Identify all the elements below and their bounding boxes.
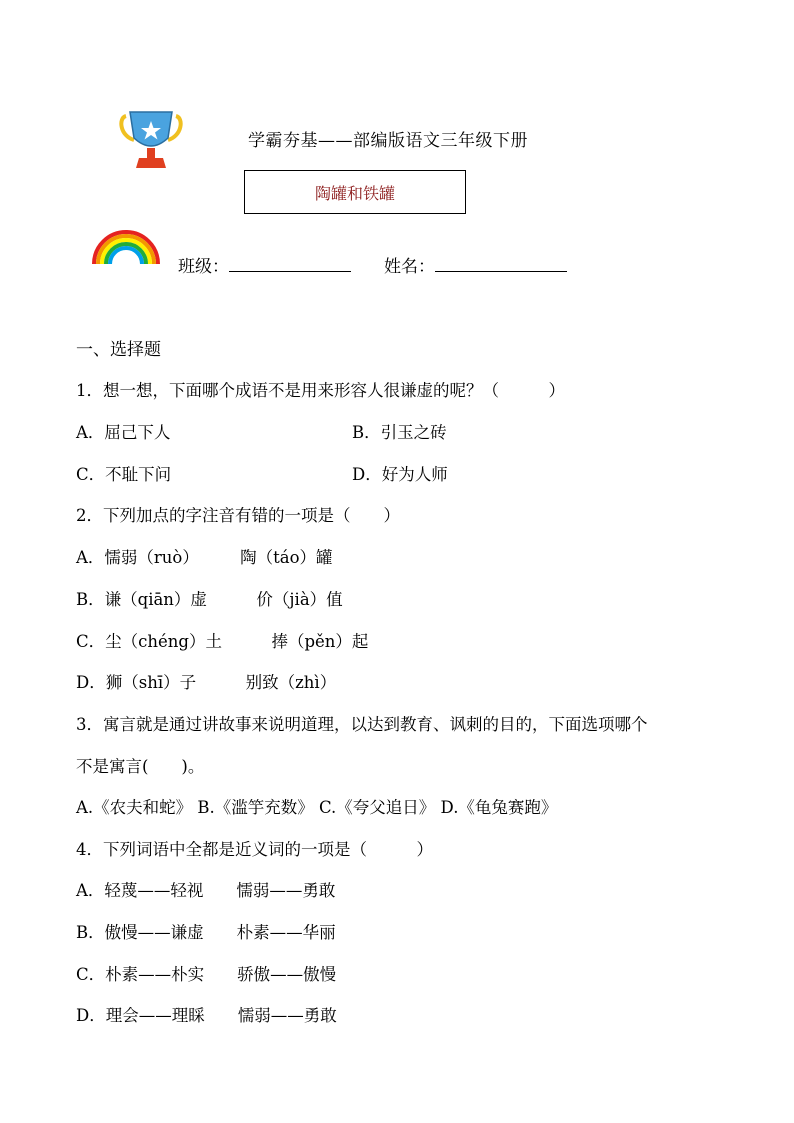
class-field	[178, 252, 351, 277]
lesson-title: 陶罐和铁罐	[314, 183, 395, 203]
lesson-title-box	[244, 170, 466, 214]
q4-option-a: A．轻蔑——轻视 懦弱——勇敢	[76, 881, 336, 900]
q1-option-b: B．引玉之砖	[352, 423, 447, 442]
name-blank[interactable]	[435, 253, 567, 272]
class-label: 班级：	[178, 257, 229, 277]
q4-option-b: B．傲慢——谦虚 朴素——华丽	[76, 923, 336, 942]
q2-option-b: B．谦（qiān）虚 价（jià）值	[76, 590, 343, 609]
q3-stem-line2: 不是寓言( )。	[76, 757, 205, 776]
q4-option-d: D．理会——理睬 懦弱——勇敢	[76, 1006, 337, 1025]
q3-options: A.《农夫和蛇》 B.《滥竽充数》 C.《夸父追日》 D.《龟兔赛跑》	[76, 798, 558, 817]
q1-option-c: C．不耻下问	[76, 465, 172, 484]
q4-stem: 4．下列词语中全都是近义词的一项是（ ）	[76, 840, 433, 859]
document-title: 学霸夯基——部编版语文三年级下册	[248, 131, 528, 151]
q2-option-c: C．尘（chéng）土 捧（pěn）起	[76, 632, 369, 651]
q2-stem: 2．下列加点的字注音有错的一项是（ ）	[76, 506, 400, 525]
q2-option-a: A．懦弱（ruò） 陶（táo）罐	[76, 548, 333, 567]
name-label: 姓名：	[384, 257, 435, 277]
q4-option-c: C．朴素——朴实 骄傲——傲慢	[76, 965, 337, 984]
trophy-icon	[118, 108, 184, 170]
name-field	[384, 252, 567, 277]
q1-option-d: D．好为人师	[352, 465, 448, 484]
class-blank[interactable]	[229, 253, 351, 272]
section-heading: 一、选择题	[76, 340, 161, 360]
rainbow-icon	[90, 228, 162, 266]
q2-option-d: D．狮（shī）子 别致（zhì）	[76, 673, 337, 692]
q1-stem: 1．想一想，下面哪个成语不是用来形容人很谦虚的呢？（ ）	[76, 381, 565, 400]
q1-option-a: A．屈己下人	[76, 423, 171, 442]
q3-stem-line1: 3．寓言就是通过讲故事来说明道理，以达到教育、讽刺的目的，下面选项哪个	[76, 715, 648, 734]
